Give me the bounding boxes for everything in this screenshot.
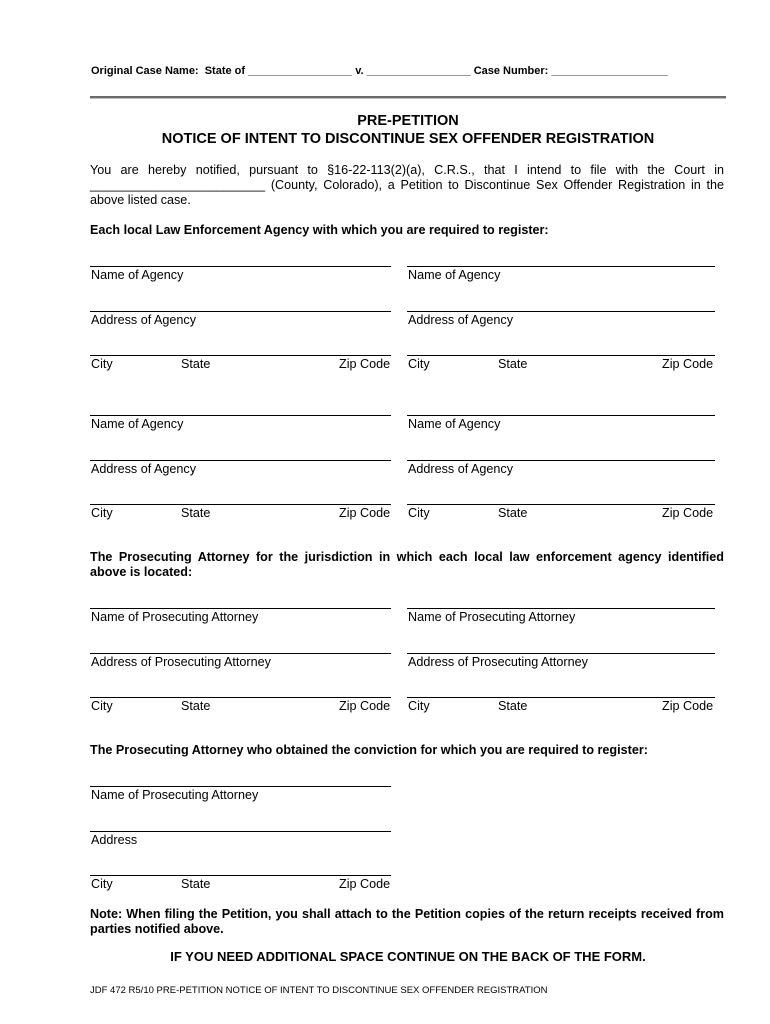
agency-3-state-label: State xyxy=(181,506,211,520)
prosecutor-1-city-label: City xyxy=(91,699,113,713)
versus-field[interactable]: _________________ xyxy=(366,65,471,77)
agency-2-city-line[interactable] xyxy=(407,355,715,356)
agency-3-address-label: Address of Agency xyxy=(91,462,197,476)
agency-4-city-label: City xyxy=(408,506,430,520)
form-title-line2: NOTICE OF INTENT TO DISCONTINUE SEX OFFENDER REGISTRATION xyxy=(161,131,655,147)
case-header xyxy=(91,65,668,77)
agency-3-city-label: City xyxy=(91,506,113,520)
prosecutor-2-name-label: Name of Prosecuting Attorney xyxy=(408,610,576,624)
prosecutor-1-state-label: State xyxy=(181,699,211,713)
agency-3-name-line[interactable] xyxy=(90,415,391,416)
conviction-prosecutor-name-line[interactable] xyxy=(90,786,391,787)
agency-4-city-line[interactable] xyxy=(407,504,715,505)
agency-4-address-line[interactable] xyxy=(407,460,715,461)
intro-text-2[interactable]: _________________________ (County, Colorado), a Petition to Discontinue Sex Offender Registration in the xyxy=(90,178,724,192)
section-conviction-prosecutor-heading: The Prosecuting Attorney who obtained the conviction for which you are required to register: xyxy=(90,743,648,757)
prosecutor-1-name-line[interactable] xyxy=(90,608,391,609)
prosecutor-1-city-line[interactable] xyxy=(90,697,391,698)
agency-3-city-line[interactable] xyxy=(90,504,391,505)
prosecutor-1-address-line[interactable] xyxy=(90,653,391,654)
case-name-label: Original Case Name: xyxy=(91,65,199,77)
agency-4-zip-label: Zip Code xyxy=(662,506,714,520)
prosecutor-2-zip-label: Zip Code xyxy=(662,699,714,713)
prosecutor-1-zip-label: Zip Code xyxy=(339,699,391,713)
prosecutor-2-name-line[interactable] xyxy=(407,608,715,609)
prosecutor-1-name-label: Name of Prosecuting Attorney xyxy=(91,610,259,624)
conviction-prosecutor-state-label: State xyxy=(181,877,211,891)
state-of-label: State of xyxy=(204,65,246,77)
conviction-prosecutor-name-label: Name of Prosecuting Attorney xyxy=(91,788,259,802)
section-law-enforcement-heading: Each local Law Enforcement Agency with which you are required to register: xyxy=(90,223,549,237)
form-footer: JDF 472 R5/10 PRE-PETITION NOTICE OF INTENT TO DISCONTINUE SEX OFFENDER REGISTRATION xyxy=(90,985,548,996)
agency-4-name-label: Name of Agency xyxy=(408,417,501,431)
versus-label: v. xyxy=(355,65,364,77)
conviction-prosecutor-city-label: City xyxy=(91,877,113,891)
conviction-prosecutor-zip-label: Zip Code xyxy=(339,877,391,891)
prosecutor-1-address-label: Address of Prosecuting Attorney xyxy=(91,655,271,669)
state-of-field[interactable]: _________________ xyxy=(248,65,353,77)
agency-2-zip-label: Zip Code xyxy=(662,357,714,371)
intro-text-1: You are hereby notified, pursuant to §16-22-113(2)(a), C.R.S., that I intend to file with the Court in xyxy=(90,163,724,177)
agency-3-zip-label: Zip Code xyxy=(339,506,391,520)
agency-1-city-line[interactable] xyxy=(90,355,391,356)
intro-text-3: above listed case. xyxy=(90,193,191,207)
form-title-line1: PRE-PETITION xyxy=(357,113,459,129)
conviction-prosecutor-address-line[interactable] xyxy=(90,831,391,832)
prosecutor-2-city-line[interactable] xyxy=(407,697,715,698)
continue-notice: IF YOU NEED ADDITIONAL SPACE CONTINUE ON THE BACK OF THE FORM. xyxy=(170,949,646,964)
case-number-label: Case Number: xyxy=(473,65,549,77)
agency-2-city-label: City xyxy=(408,357,430,371)
agency-1-state-label: State xyxy=(181,357,211,371)
prosecutor-2-address-label: Address of Prosecuting Attorney xyxy=(408,655,588,669)
prosecutor-2-state-label: State xyxy=(498,699,528,713)
agency-1-name-line[interactable] xyxy=(90,266,391,267)
agency-3-address-line[interactable] xyxy=(90,460,391,461)
section-prosecuting-jurisdiction-heading: The Prosecuting Attorney for the jurisdiction in which each local law enforcement agency identified above is located: xyxy=(90,550,724,579)
agency-2-name-label: Name of Agency xyxy=(408,268,501,282)
agency-2-address-label: Address of Agency xyxy=(408,313,514,327)
conviction-prosecutor-city-line[interactable] xyxy=(90,875,391,876)
agency-1-city-label: City xyxy=(91,357,113,371)
agency-4-state-label: State xyxy=(498,506,528,520)
agency-2-address-line[interactable] xyxy=(407,311,715,312)
prosecutor-2-address-line[interactable] xyxy=(407,653,715,654)
agency-1-zip-label: Zip Code xyxy=(339,357,391,371)
agency-3-name-label: Name of Agency xyxy=(91,417,184,431)
conviction-prosecutor-address-label: Address xyxy=(91,833,138,847)
agency-2-name-line[interactable] xyxy=(407,266,715,267)
agency-1-address-label: Address of Agency xyxy=(91,313,197,327)
prosecutor-2-city-label: City xyxy=(408,699,430,713)
agency-2-state-label: State xyxy=(498,357,528,371)
agency-1-name-label: Name of Agency xyxy=(91,268,184,282)
agency-1-address-line[interactable] xyxy=(90,311,391,312)
case-number-field[interactable]: ___________________ xyxy=(551,65,668,77)
agency-4-name-line[interactable] xyxy=(407,415,715,416)
note-text: Note: When filing the Petition, you shall attach to the Petition copies of the return receipts received from parties notified above. xyxy=(90,907,724,936)
header-divider xyxy=(90,96,726,99)
agency-4-address-label: Address of Agency xyxy=(408,462,514,476)
